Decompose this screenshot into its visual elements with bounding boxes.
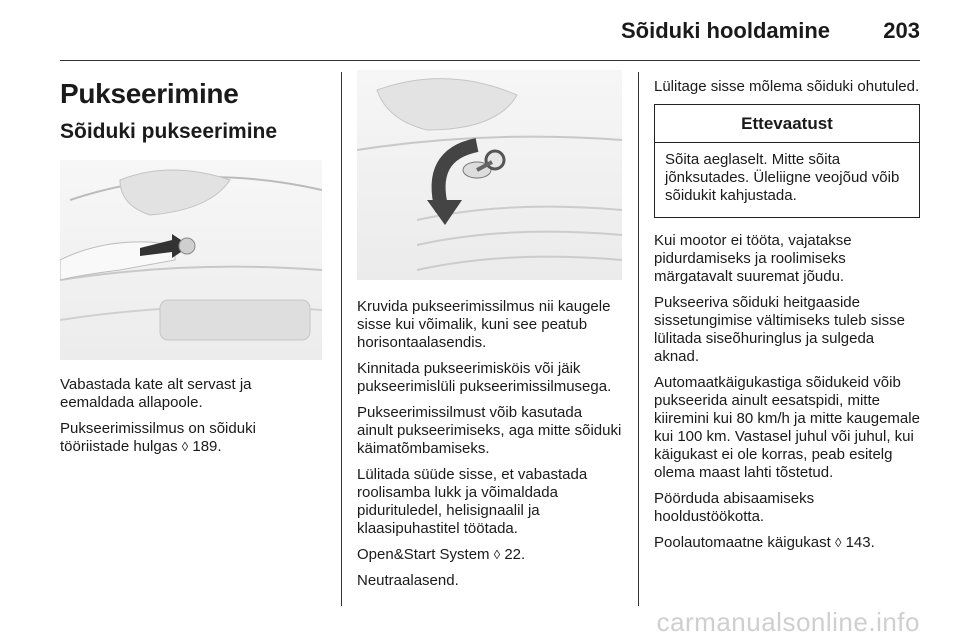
- reference-page: 189.: [192, 438, 222, 455]
- paragraph-4: Lülitada süüde sisse, et vabastada roolisamba lukk ja võimaldada pidurituledel, helisignaalil ja klaasipuhastitel töötada.: [357, 466, 588, 537]
- paragraph-2: Kinnitada pukseerimisköis või jäik pukseerimislüli pukseerimissilmusega.: [357, 360, 612, 395]
- paragraph-2: Pukseeriva sõiduki heitgaaside sissetungimise vältimiseks tuleb sisse lülitada siseõhuringlus ja sulgeda aknad.: [654, 294, 905, 365]
- paragraph-4: Pöörduda abisaamiseks hooldustöökotta.: [654, 490, 815, 525]
- reference-page: 143.: [845, 534, 875, 551]
- paragraph-5: Open&Start System ◊ 22.: [357, 546, 526, 563]
- reference-page: 22.: [504, 546, 526, 563]
- paragraph-3: Automaatkäigukastiga sõidukeid võib pukseerida ainult eesatspidi, mitte kiiremini kui 80 km/h ja mitte kaugemale kui 100 km. Vastasel juhul või juhul, kui käigukast ei ole korras, peab esitelg olema maast lahti tõstetud.: [654, 374, 920, 481]
- paragraph-5: Poolautomaatne käigukast ◊ 143.: [654, 534, 875, 551]
- watermark: carmanualsonline.info: [656, 607, 920, 637]
- column-divider-2: [638, 72, 639, 606]
- header-divider: [60, 60, 920, 61]
- page-subheading: Sõiduki pukseerimine: [60, 120, 278, 143]
- reference-arrow-icon: ◊: [493, 547, 501, 562]
- towing-eye-illustration: [357, 70, 622, 280]
- warning-title: Ettevaatust: [655, 105, 919, 143]
- bumper-cover-illustration: [60, 160, 322, 360]
- page-header: [0, 0, 960, 62]
- warning-text: Sõita aeglaselt. Mitte sõita jõnksutades. Üleliigne veojõud võib sõidukit kahjustada.: [665, 151, 900, 204]
- paragraph-6: Neutraalasend.: [357, 572, 459, 589]
- reference-arrow-icon: ◊: [181, 439, 189, 454]
- warning-box: [654, 104, 920, 218]
- warning-body: [655, 143, 919, 217]
- paragraph-1: Kui mootor ei tööta, vajatakse pidurdamiseks ja roolimiseks märgatavalt suuremat jõudu.: [654, 232, 852, 285]
- section-title: Sõiduki hooldamine: [620, 18, 830, 43]
- paragraph-1: Kruvida pukseerimissilmus nii kaugele sisse kui võimalik, kuni see peatub horisontaalasendis.: [357, 298, 611, 351]
- column-divider-1: [341, 72, 342, 606]
- column-2: [357, 70, 622, 598]
- page-number: 203: [883, 18, 920, 43]
- column-3: [654, 70, 920, 560]
- illustration-cover-removal: [60, 160, 322, 360]
- illustration-towing-eye: [357, 70, 622, 280]
- page-heading: Pukseerimine: [60, 78, 239, 109]
- paragraph-3: Pukseerimissilmust võib kasutada ainult pukseerimiseks, aga mitte sõiduki käimatõmbamiseks.: [357, 404, 622, 457]
- paragraph-1: Vabastada kate alt servast ja eemaldada allapoole.: [60, 376, 252, 411]
- intro-paragraph: Lülitage sisse mõlema sõiduki ohutuled.: [654, 78, 920, 95]
- column-1: [60, 70, 326, 464]
- paragraph-2: Pukseerimissilmus on sõiduki tööriistade hulgas ◊ 189.: [60, 420, 256, 455]
- reference-arrow-icon: ◊: [834, 535, 842, 550]
